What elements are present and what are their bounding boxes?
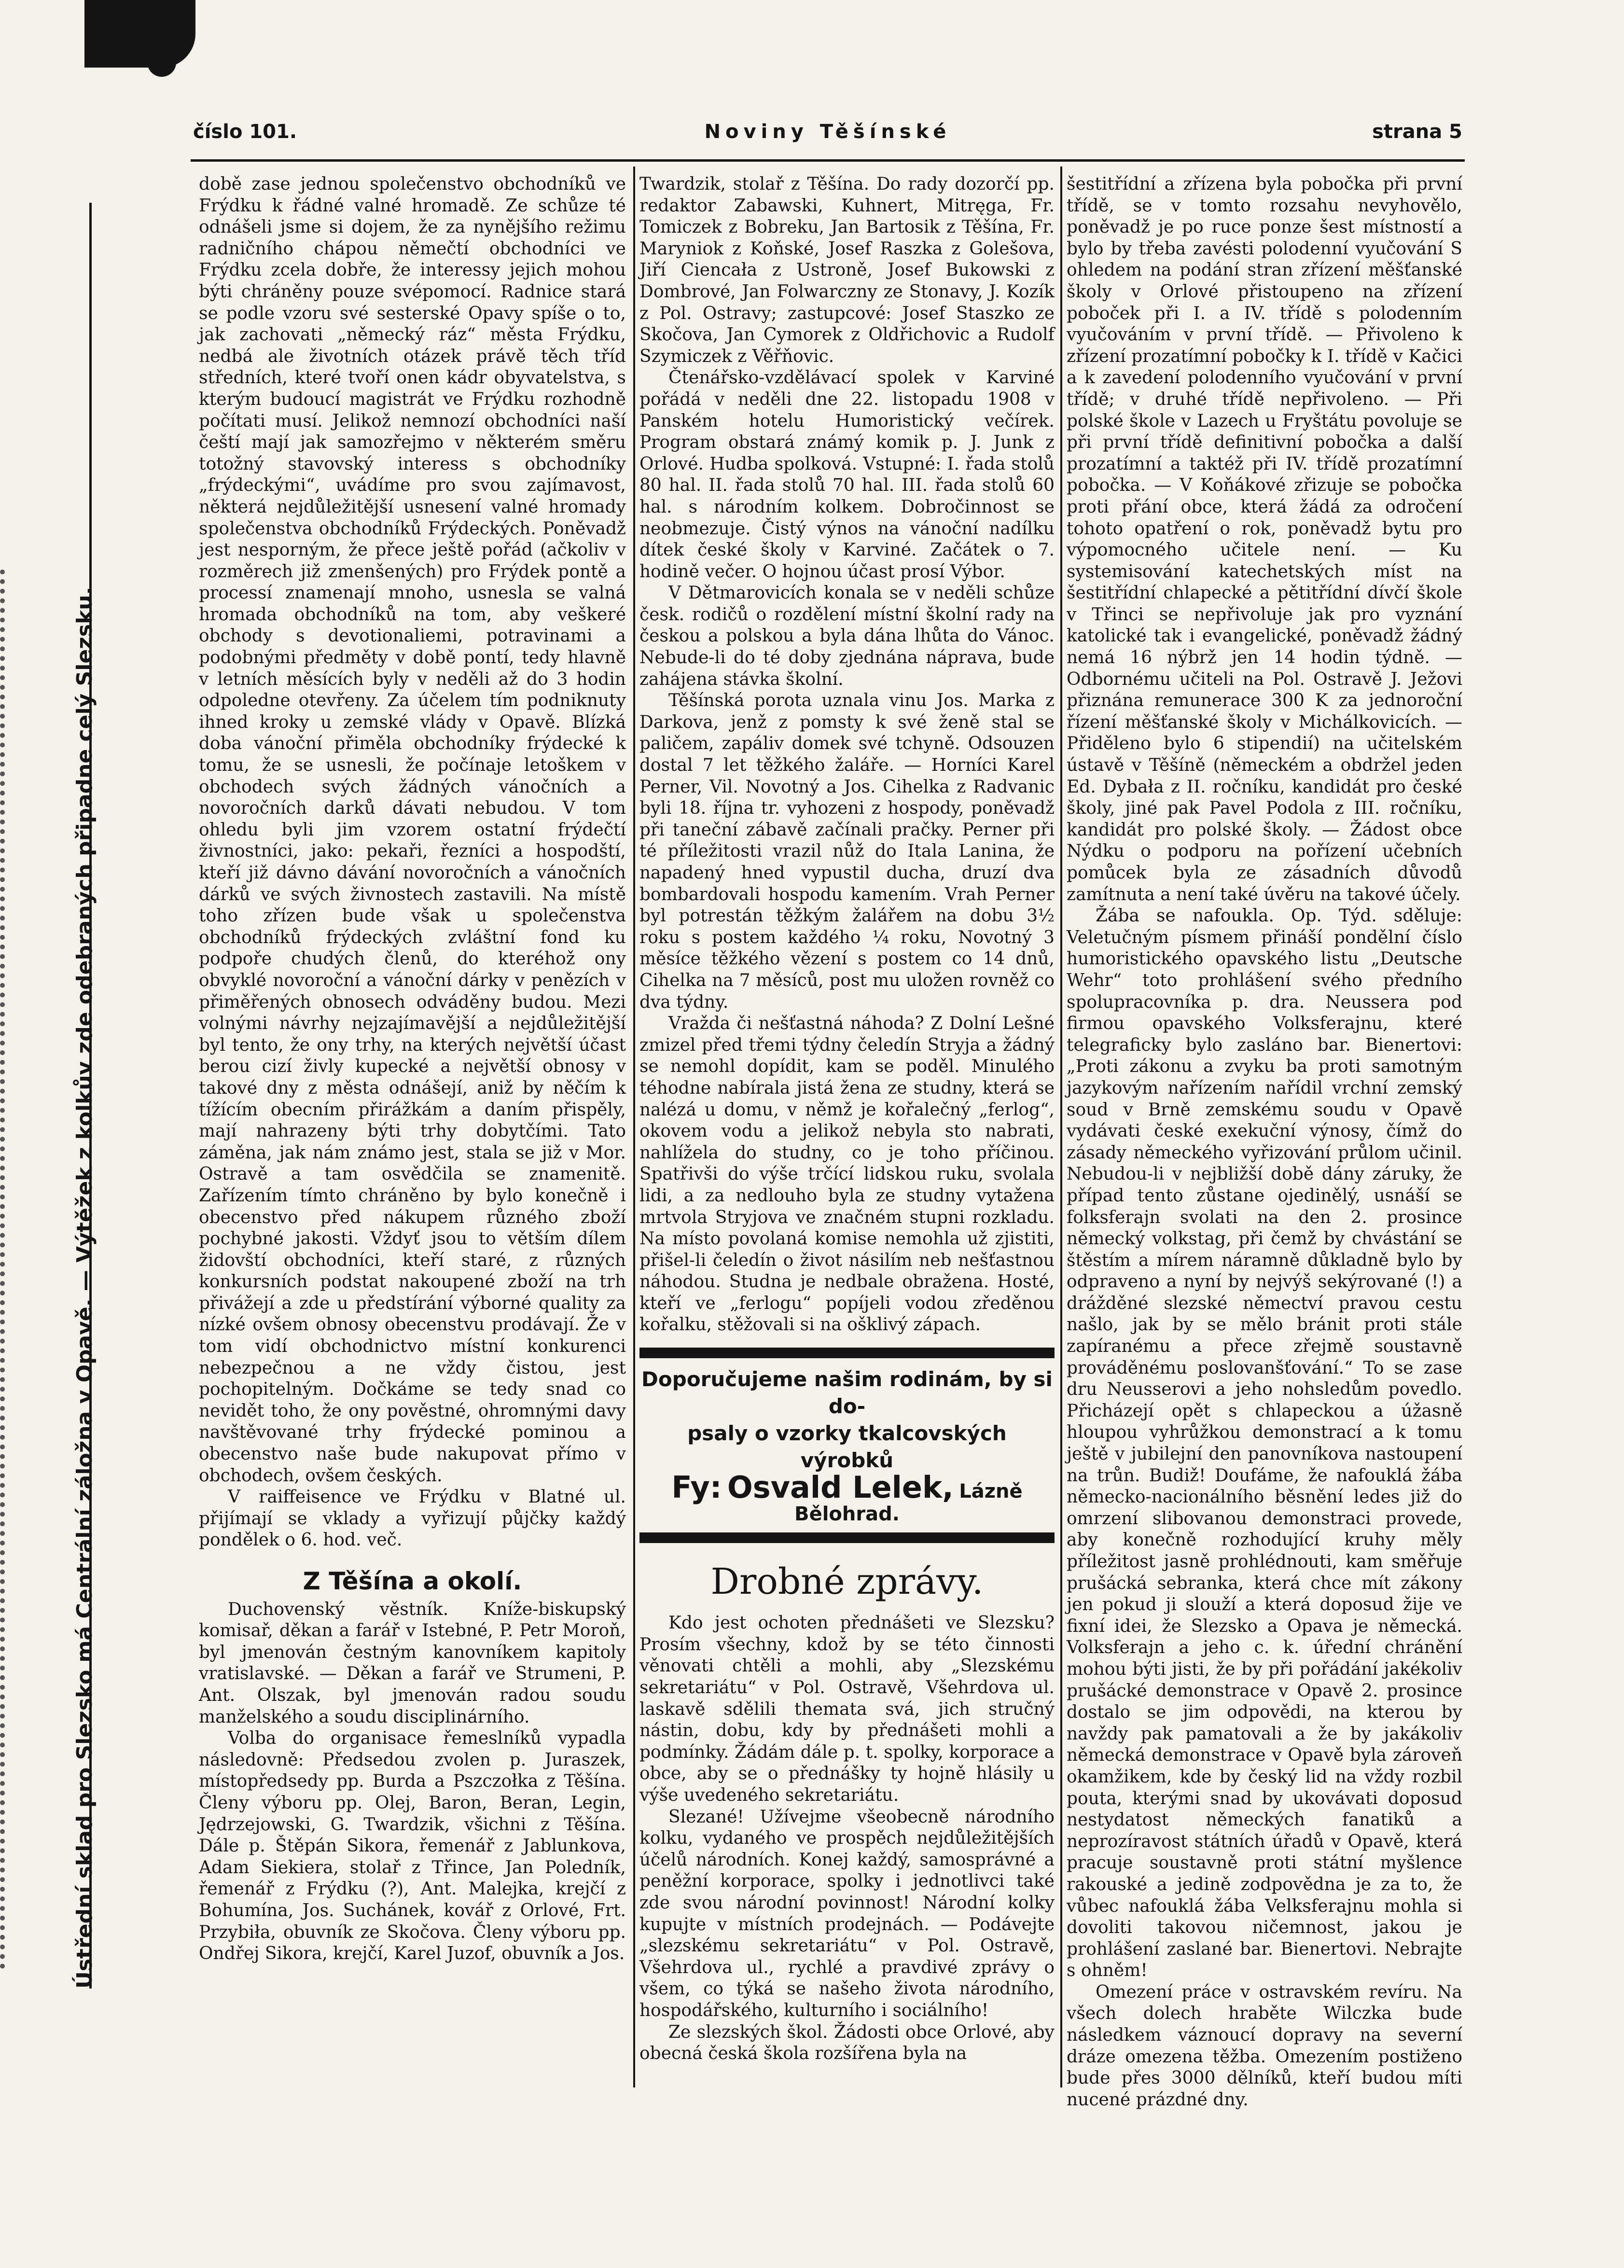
side-advert-text: Ústřední sklad pro Slezsko má Centrální záložna v Opavě. — Výtěžek z kolkův zde odebraných připadne celý Slezsku. bbox=[72, 586, 97, 1989]
advert-line-2: psaly o vzorky tkalcovských výrobků bbox=[687, 1421, 1007, 1473]
column-rule-2 bbox=[1060, 167, 1062, 2087]
column-3 bbox=[1067, 174, 1462, 2111]
side-advert bbox=[41, 203, 128, 1989]
binding-holes bbox=[0, 570, 11, 1969]
article-raiffeisenka: V raiffeisence ve Frýdku v Blatné ul. přijímají se vklady a vyřizují půjčky každý pondělek o 6. hod. več. bbox=[199, 1487, 626, 1550]
article-schools-cont: šestitřídní a zřízena byla pobočka při první třídě, se v tomto rozsahu nevyhovělo, poněvadž je po ruce ponze šest místností a bylo by třeba zavésti polodenní vyučování S ohledem na podání stran zřízení měšťanské školy v Orlové přistoupeno na zřízení poboček při I. a IV. třídě s polodenním vyučováním v první třídě. — Přivoleno k zřízení prozatímní pobočky k I. třídě v Kačici a k zavedení polodenního vyučování v první třídě; v druhé třídě nepřivoleno. — Při polské škole v Lazech u Fryštátu povoluje se při první třídě definitivní pobočka a další prozatímní a taktéž při IV. třídě prozatímní pobočka. — V Koňákové zřizuje se pobočka proti přání obce, která žádá za odročení tohoto opatření o rok, poněvadž bytu pro výpomocného učitele není. — Ku systemisování katechetských míst na šestitřídní chlapecké a pětitřídní dívčí škole v Třinci se nepřivoluje jak pro vyznání katolické tak i evangelické, poněvadž žádný nemá 16 nýbrž jen 14 hodin týdně. — Odbornému učiteli na Pol. Ostravě J. Ježovi přiznána remunerace 300 K za jednoroční řízení měšťanské školy v Michálkovicích. — Přiděleno bylo 6 stipendií) na učitelském ústavě v Těšíně (německém a obdržel jeden Ed. Dybała z II. ročníku, kandidát pro české školy, jiné pak Pavel Podola z III. ročníku, kandidát pro polské školy. — Žádost obce Nýdku o podporu na pořízení učebních pomůcek byla ze zásadních důvodů zamítnuta a není také úvěru na takové účely. bbox=[1067, 174, 1462, 904]
article-craftsmen-vote: Volba do organisace řemeslníků vypadla následovně: Předsedou zvolen p. Juraszek, místopředsedy pp. Burda a Pszczołka z Těšína. Členy výboru pp. Olej, Baron, Beran, Legin, Jędrzejowski, G. Twardzik, všichni z Těšína. Dále p. Štěpán Sikora, řemenář z Jablunkova, Adam Siekiera, stolař z Třince, Jan Poledník, řemenář z Frýdku (?), Ant. Malejka, krejčí z Bohumína, Jos. Suchánek, kovář z Orlové, Frt. Przybiła, obuvník ze Skočova. Členy výboru pp. Ondřej Sikora, krejčí, Karel Juzof, obuvník a Jos. bbox=[199, 1728, 626, 1964]
header-rule bbox=[191, 159, 1465, 162]
column-rule-1 bbox=[633, 167, 635, 2087]
article-national-stamp: Slezané! Užívejme všeobecně národního kolku, vydaného ve prospěch nejdůležitějších účelů národních. Konej každý, samosprávné a peněžní korporace, spolky i jednotlivci také zde svou národní povinnost! Národní kolky kupujte v místních prodejnách. — Podávejte „slezskému sekretariátu“ v Pol. Ostravě, Všehrdova ul., rychlé a pravdivé zprávy o všem, co týká se našeho života národního, hospodářského, kulturního i sociálního! bbox=[639, 1807, 1055, 2020]
article-silesian-schools: Ze slezských škol. Žádosti obce Orlové, aby obecná česká škola rozšířena byla na bbox=[639, 2022, 1055, 2064]
lelek-advert bbox=[639, 1348, 1055, 1543]
advert-line-1: Doporučujeme našim rodinám, by si do- bbox=[641, 1367, 1053, 1419]
side-advert-rule bbox=[89, 203, 92, 1989]
section-heading-news: Drobné zprávy. bbox=[710, 1561, 984, 1603]
column-2 bbox=[639, 174, 1055, 2065]
newspaper-title: Noviny Těšínské bbox=[704, 121, 951, 143]
column-1 bbox=[199, 174, 626, 1965]
advert-firm-prefix: Fy: bbox=[671, 1470, 722, 1505]
page-number: strana 5 bbox=[1372, 121, 1462, 143]
article-craftsmen-cont: Twardzik, stolař z Těšína. Do rady dozorčí pp. redaktor Zabawski, Kuhnert, Mitręga, Fr. Tomiczek z Bobreku, Jan Bartosik z Těšína, Fr. Maryniok z Koňské, Josef Raszka z Golešova, Jiří Ciencała z Ustroně, Josef Bukowski z Dombrové, Jan Folwarczny ze Stonavy, J. Kozík z Pol. Ostravy; zastupcové: Josef Staszko ze Skočova, Jan Cymorek z Oldřichovic a Rudolf Szymiczek z Věřňovic. bbox=[639, 174, 1055, 366]
article-detmarovice: V Dětmarovicích konala se v neděli schůze česk. rodičů o rozdělení místní školní rady na českou a polskou a byla dána lhůta do Vánoc. Nebude-li do té doby zjednána náprava, bude zahájena stávka školní. bbox=[639, 583, 1055, 689]
section-heading-tesin: Z Těšína a okolí. bbox=[303, 1567, 522, 1595]
article-frog-puffed: Žába se nafoukla. Op. Týd. sděluje: Veletučným písmem přináší pondělní číslo humoristického opavského listu „Deutsche Wehr“ toto prohlášení svého předního spolupracovníka p. dra. Neussera pod firmou opavského Volksferajnu, které telegraficky bylo zasláno bar. Bienertovi: „Proti zákonu a zvyku ba proti samotným jazykovým nařízením nařídil vrchní zemský soud v Brně zemskému soudu v Opavě vydávati české exekuční výnosy, čímž do zásady německého vyřizování průlom učinil. Nebudou-li v nejbližší době dány záruky, že případ tento zůstane ojedinělý, usnáší se folksferajn svolati na den 2. prosince německý volkstag, při čemž by chvástání se štěstím a mírem náramně důkladně bylo by odpraveno a nyní by nejvýš sekýrované (!) a drážděné slezské němectví pravou cestu našlo, jak by se mělo bránit proti stále zapíranému a přece zřejmě soustavně prováděnému poslovanšťování.“ To se zase dru Neusserovi a jeho nohsledům povedlo. Přicházejí opět s chlapeckou a úžasně hloupou vyhrůžkou demonstrací a k tomu ještě v jubilejní den panovníkova nastoupení na trůn. Budiž! Doufáme, že nafouklá žába německo-nacionálního běsnění ledes již do omrzení slibovanou demonstraci provede, aby konečně rozhodující kruhy měly příležitost jasně prohlédnouti, kam směřuje prušácká sebranka, která chce mít zákony jen pokud ji slouží a která doposud žije ve fixní idei, že Slezsko a Opava je německá. Volksferajn a jeho c. k. úřední chránění mohou býti jisti, že by při pořádání jakékoliv prušácké demonstrace v Opavě 2. prosince dostalo se jim odpovědi, na kterou by navždy pak pamatovali a že by jakákoliv německá demonstrace v Opavě byla zároveň okamžikem, kde by český lid na vždy rozbil pouta, kterými snad by ukovávati doposud nestydatost německých fanatiků a neprozíravost státních úřadů v Opavě, která pracuje soustavně proti státní myšlence rakouské a jedině zodpovědna je za to, že vůbec nafouklá žába Velksferajnu mohla si dovoliti takovou ničemnost, jakou je prohlášení zaslané bar. Bienertovi. Nebrajte s ohněm! bbox=[1067, 906, 1462, 1981]
article-frydek-merchants: době zase jednou společenstvo obchodníků ve Frýdku k řádné valné hromadě. Ze schůze té odnášeli jsme si dojem, že za nynějšího režimu radničního chápou němečtí obchodníci ve Frýdku zcela dobře, že interessy jejich mohou býti chráněny pouze svépomocí. Radnice stará se podle vzoru své sesterské Opavy spíše o to, jak zachovati „německý ráz“ města Frýdku, nedbá ale životních otázek právě těch tříd středních, které tvoří onen kádr obyvatelstva, s kterým budoucí magistrát ve Frýdku rozhodně počítati musí. Jelikož nemnozí obchodníci naší čeští mají jak samozřejmo v některém směru totožný stavovský interess s obchodníky „frýdeckými“, uvádíme pro svou zajímavost, některá nejdůležitější usnesení valné hromady společenstva obchodníků Frýdeckých. Poněvadž jest nesporným, že přece ještě pořád (ačkoliv v rozměrech již zmenšených) pro Frýdek pontě a processí znamenají mnoho, usnesla se valná hromada obchodníků na tom, aby veškeré obchody s devotionaliemi, potravinami a podobnými předměty v době pontí, tedy hlavně v letních měsících byly v neděli až do 3 hodin odpoledne otevřeny. Za účelem tím podniknuty ihned kroky u zemské vlády v Opavě. Blízká doba vánoční přiměla obchodníky frýdecké k tomu, že se usnesli, že počínaje letoškem v obchodech svých žádných vánočních a novoročních darků dávati nebudou. V tom ohledu byli jim vzorem ostatní frýdečtí živnostníci, jako: pekaři, řezníci a hospodští, kteří již dávno dávání novoročních a vánočních dárků ve svých živnostech zastavili. Na místě toho zřízen bude však u společenstva obchodníků frýdeckých zvláštní fond ku podpoře chudých členů, do kteréhož ony obvyklé novoroční a vánoční dárky v penězích v přiměřených obnosech odváděny budou. Mezi volnými návrhy nejzajímavější a nejdůležitější byl tento, že ony trhy, na kterých největší účast berou cizí živly kupecké a největší obnosy v takové dny z města odnášejí, aniž by něčím k tížícím obecním přirážkám a daním přispěly, mají nahrazeny býti trhy dobytčími. Tato záměna, jak nám známo jest, stala se již v Mor. Ostravě a tam osvědčila se znamenitě. Zařízením tímto chráněno by bylo konečně i obecenstvo před nákupem různého zboží pochybné jakosti. Vždyť jsou to větším dílem židovští obchodníci, kteří staré, z různých konkursních podstat nakoupené zboží na trh přivážejí a zde u předstírání výborné quality za nízké ovšem obnosy obecenstvu prodávají. Že v tom vidí obchodnictvo místní konkurenci nebezpečnou a ne vždy čistou, jest pochopitelným. Dočkáme se tedy snad co nevidět toho, že ony pověstné, ohromnými davy navštěvované trhy frýdecké pominou a obecenstvo naše bude nakupovat přímo v obchodech, ovšem českých. bbox=[199, 174, 626, 1486]
article-lecturers: Kdo jest ochoten přednášeti ve Slezsku? Prosím všechny, kdož by se této činnosti věnovati chtěli a mohli, aby „Slezskému sekretariátu“ v Pol. Ostravě, Všehrdova ul. laskavě sdělili themata svá, jich stručný nástin, dobu, kdy by přednášeti mohli a podmínky. Žádám dále p. t. spolky, korporace a obce, aby se o přednášky ty hojně hlásily u výše uvedeného sekretariátu. bbox=[639, 1613, 1055, 1805]
advert-firm-place: Lázně Bělohrad. bbox=[794, 1480, 1023, 1525]
article-clergy-news: Duchovenský věstník. Kníže-biskupský komisař, děkan a farář v Istebné, P. Petr Moroň, byl jmenován čestným kanovníkem kapitoly vratislavské. — Děkan a farář ve Strumeni, P. Ant. Olszak, byl jmenován radou soudu manželského a soudu disciplinárního. bbox=[199, 1599, 626, 1727]
ink-blot bbox=[84, 0, 195, 68]
page-header bbox=[193, 121, 1462, 150]
article-tesin-court: Těšínská porota uznala vinu Jos. Marka z Darkova, jenž z pomsty k své ženě stal se paličem, zapáliv domek své tchyně. Odsouzen dostal 7 let těžkého žaláře. — Horníci Karel Perner, Vil. Novotný a Jos. Cihelka z Radvanic byli 18. října tr. vyhozeni z hospody, poněvadž při taneční zábavě začínali pračky. Perner při té příležitosti vrazil nůž do Itala Lanina, že napadený hned vypustil ducha, druzí dva bombardovali hospodu kamením. Vrah Perner byl potrestán těžkým žalářem na dobu 3½ roku s postem každého ¼ roku, Novotný 3 měsíce těžkého vězení s postem co 14 dnů, Cihelka na 7 měsíců, post mu uložen rovněž co dva týdny. bbox=[639, 691, 1055, 1012]
article-lesna-murder: Vražda či nešťastná náhoda? Z Dolní Lešné zmizel před třemi týdny čeledín Stryja a žádný se nemohl dopídit, kam se poděl. Minulého téhodne nabírala jistá žena ze studny, která se nalézá u domu, v němž je kořalečný „ferlog“, okovem vodu a jelikož nebyla sto nabrati, nahlížela do studny, co je toho příčinou. Spatřivši do výše trčící lidskou ruku, svolala lidi, a za nedlouho byla ze studny vytažena mrtvola Stryjova ve značném stupni rozkladu. Na místo povolaná komise nemohla už zjistiti, přišel-li čeledín o život násilím neb nešťastnou náhodou. Studna je nedbale obražena. Hosté, kteří ve „ferlogu“ popíjeli vodou zředěnou kořalku, stěžovali si na ošklivý zápach. bbox=[639, 1014, 1055, 1335]
article-ostrava-mining: Omezení práce v ostravském revíru. Na všech dolech hraběte Wilczka bude následkem váznoucí dopravy na severní dráze omezena těžba. Omezením postiženo bude přes 3000 dělníků, kteří budou míti nucené prázdné dny. bbox=[1067, 1982, 1462, 2110]
advert-firm-name: Osvald Lelek, bbox=[727, 1470, 954, 1505]
article-karvina-club: Čtenářsko-vzdělávací spolek v Karviné pořádá v neděli dne 22. listopadu 1908 v Panském hotelu Humoristický večírek. Program obstará známý komik p. J. Junk z Orlové. Hudba spolková. Vstupné: I. řada stolů 80 hal. II. řada stolů 70 hal. III. řada stolů 60 hal. s národním kolkem. Dobročinnost se neobmezuje. Čistý výnos na vánoční nadílku dítek české školy v Karviné. Začátek o 7. hodině večer. O hojnou účast prosí Výbor. bbox=[639, 368, 1055, 582]
issue-number: číslo 101. bbox=[193, 121, 297, 143]
